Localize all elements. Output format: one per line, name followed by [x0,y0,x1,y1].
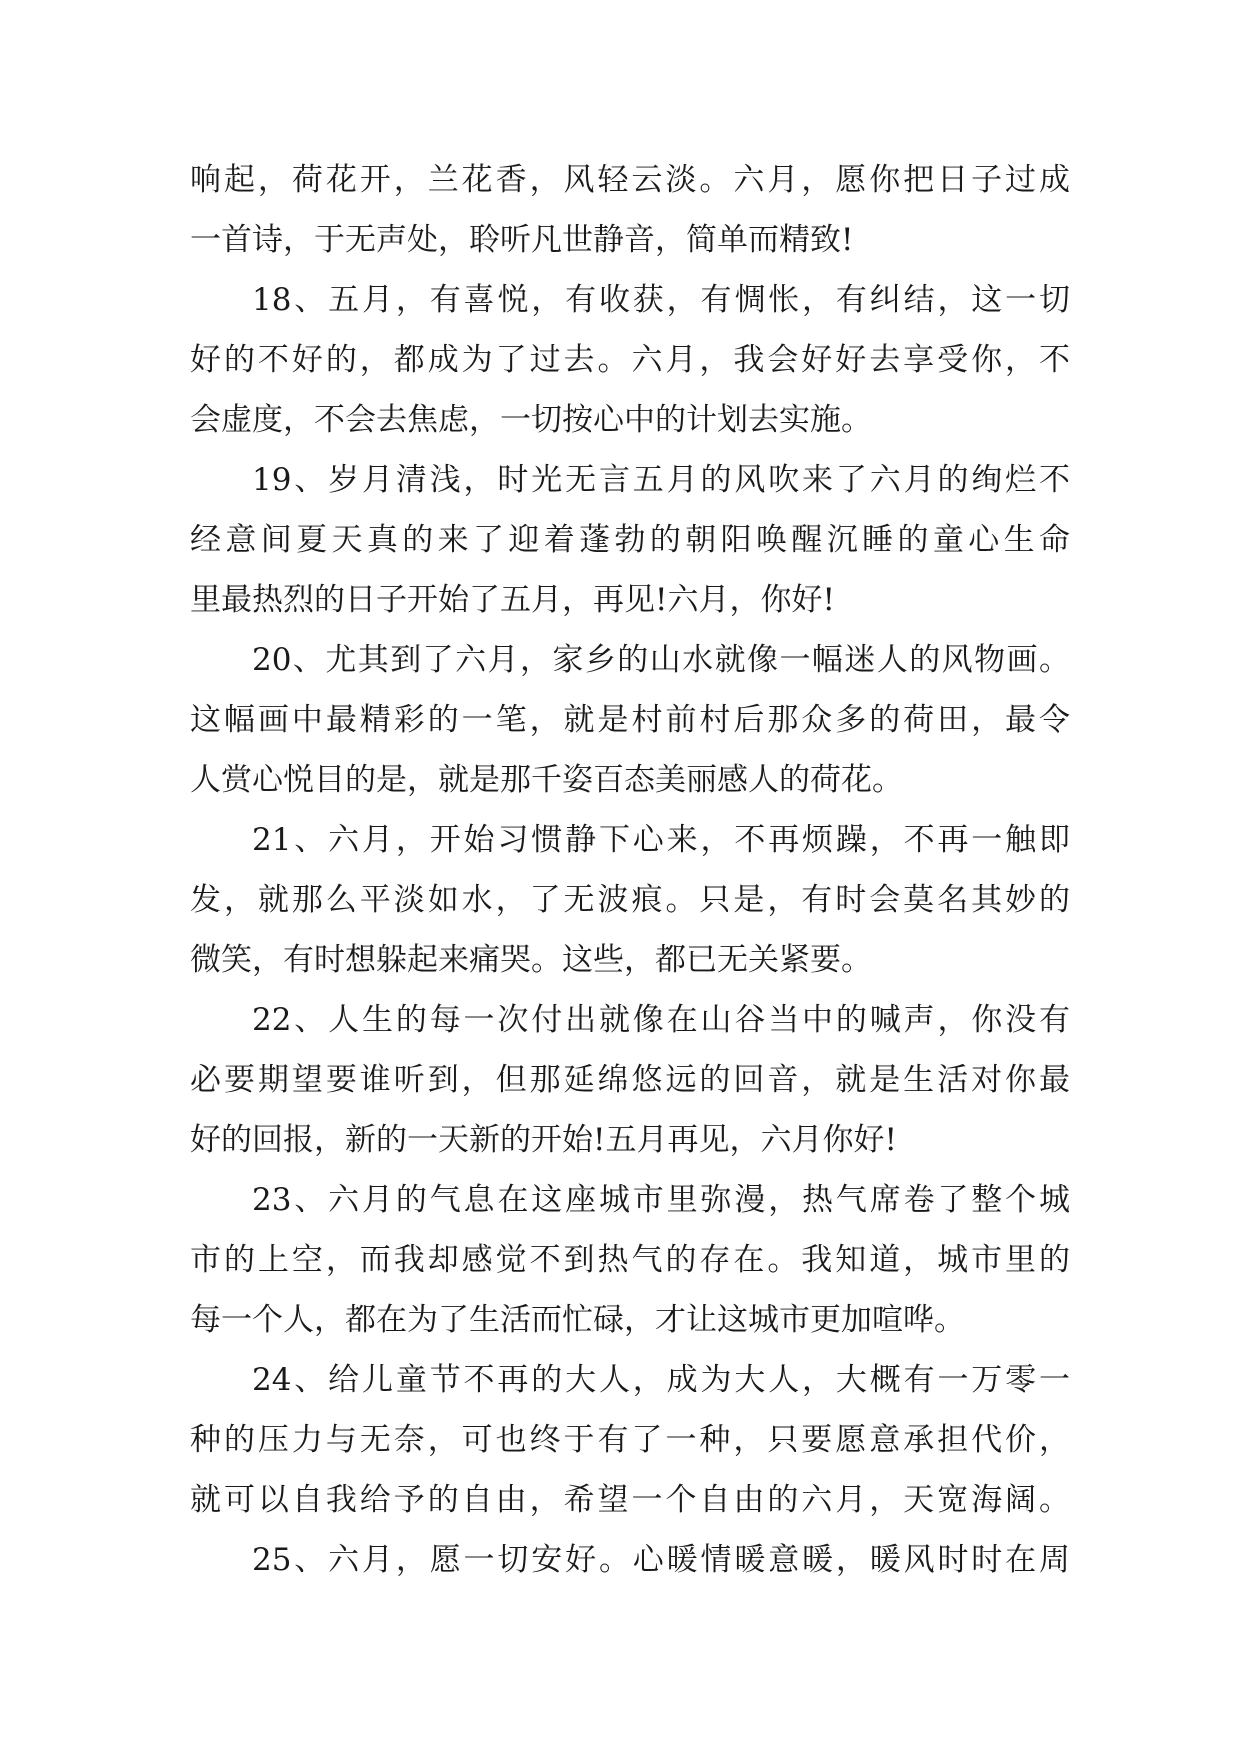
paragraph-25-line: 25、六月，愿一切安好。心暖情暖意暖，暖风时时在周 [252,1542,1070,1578]
text-line: 人赏心悦目的是，就是那千姿百态美丽感人的荷花。 [190,762,903,798]
text-line: 发，就那么平淡如水，了无波痕。只是，有时会莫名其妙的 [190,882,1070,918]
text-line: 这幅画中最精彩的一笔，就是村前村后那众多的荷田，最令 [190,702,1070,738]
text-line: 好的回报，新的一天新的开始!五月再见，六月你好! [190,1122,897,1158]
body-text [190,150,1070,1590]
paragraph-20-line: 20、尤其到了六月，家乡的山水就像一幅迷人的风物画。 [252,642,1070,678]
text-line: 一首诗，于无声处，聆听凡世静音，简单而精致! [190,222,854,258]
text-line: 就可以自我给予的自由，希望一个自由的六月，天宽海阔。 [190,1482,1070,1518]
paragraph-23-line: 23、六月的气息在这座城市里弥漫，热气席卷了整个城 [252,1182,1070,1218]
paragraph-22-line: 22、人生的每一次付出就像在山谷当中的喊声，你没有 [252,1002,1070,1038]
paragraph-19-line: 19、岁月清浅，时光无言五月的风吹来了六月的绚烂不 [252,462,1070,498]
text-line: 种的压力与无奈，可也终于有了一种，只要愿意承担代价， [190,1422,1070,1458]
text-line: 里最热烈的日子开始了五月，再见!六月，你好! [190,582,835,618]
text-line: 经意间夏天真的来了迎着蓬勃的朝阳唤醒沉睡的童心生命 [190,522,1070,558]
text-line: 每一个人，都在为了生活而忙碌，才让这城市更加喧哗。 [190,1302,965,1338]
paragraph-21-line: 21、六月，开始习惯静下心来，不再烦躁，不再一触即 [252,822,1070,858]
text-line: 微笑，有时想躲起来痛哭。这些，都已无关紧要。 [190,942,872,978]
text-line: 响起，荷花开，兰花香，风轻云淡。六月，愿你把日子过成 [190,162,1070,198]
text-line: 市的上空，而我却感觉不到热气的存在。我知道，城市里的 [190,1242,1070,1278]
paragraph-18-line: 18、五月，有喜悦，有收获，有惆怅，有纠结，这一切 [252,282,1070,318]
text-line: 会虚度，不会去焦虑，一切按心中的计划去实施。 [190,402,872,438]
text-line: 必要期望要谁听到，但那延绵悠远的回音，就是生活对你最 [190,1062,1070,1098]
text-line: 好的不好的，都成为了过去。六月，我会好好去享受你，不 [190,342,1070,378]
paragraph-24-line: 24、给儿童节不再的大人，成为大人，大概有一万零一 [252,1362,1070,1398]
